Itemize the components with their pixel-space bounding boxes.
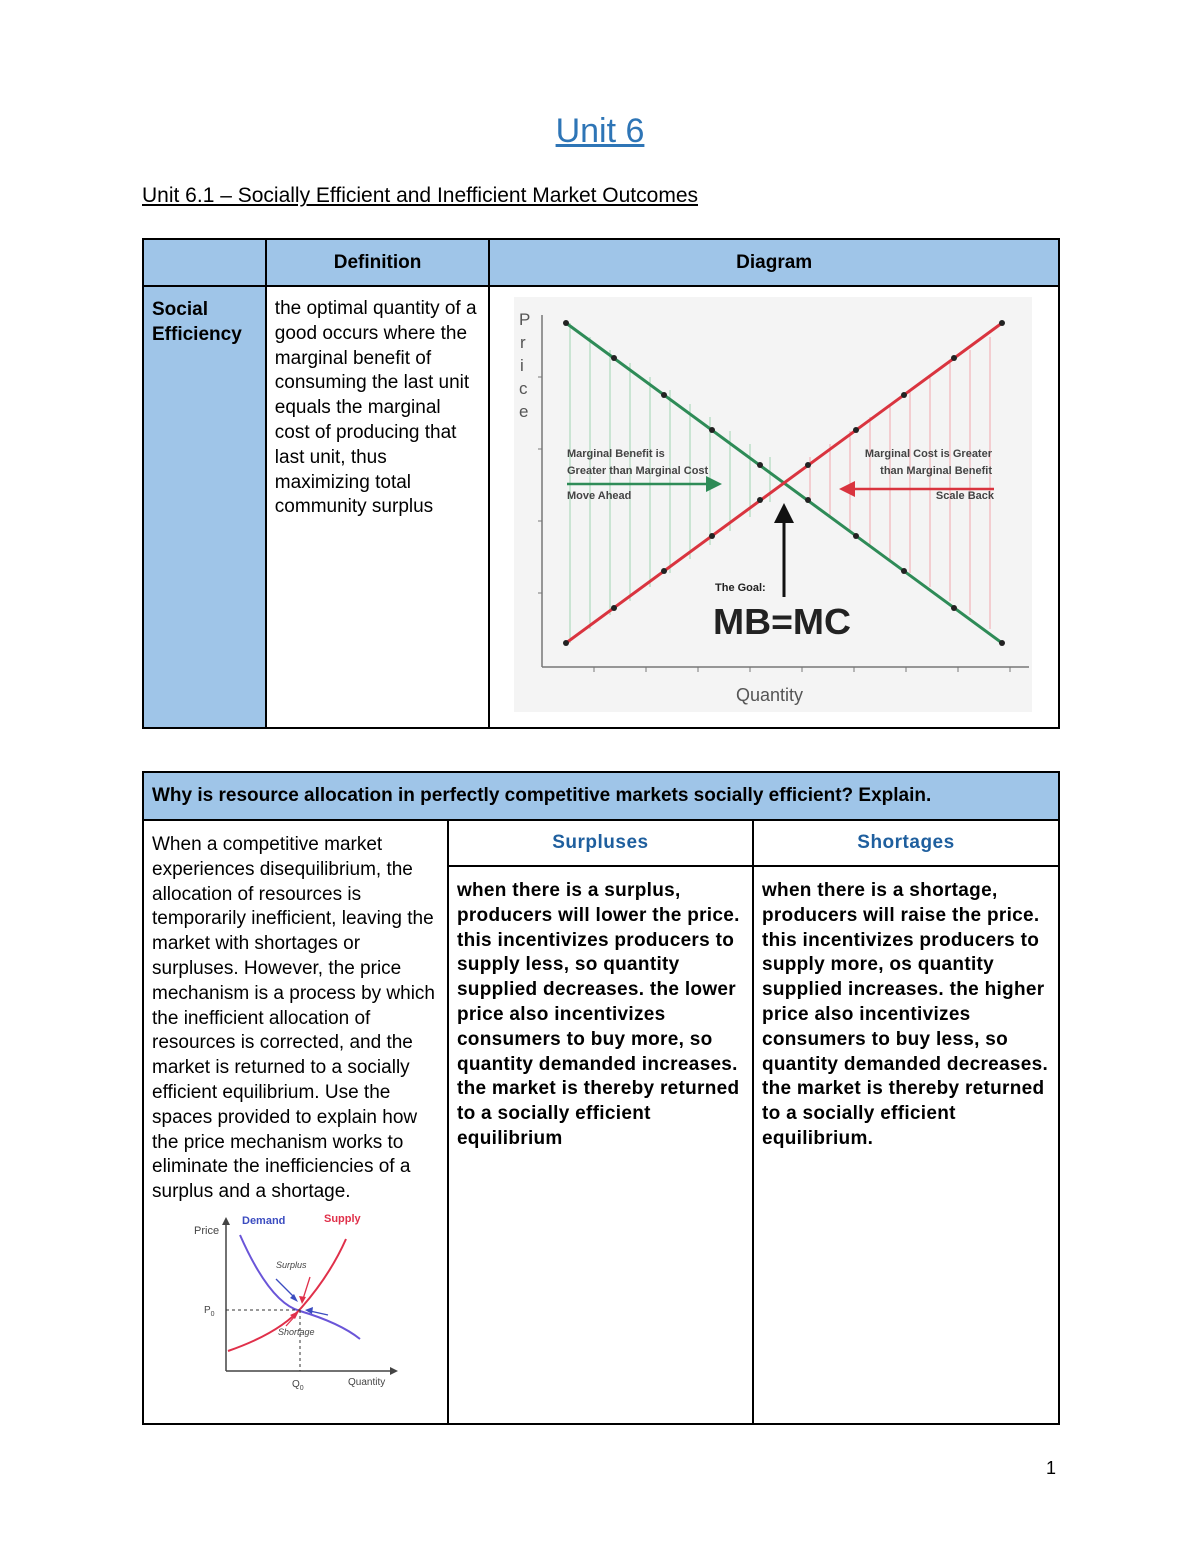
move-ahead-label: Move Ahead — [567, 490, 632, 502]
sd-supply-label: Supply — [324, 1212, 361, 1225]
shortage-answer: when there is a shortage, producers will raise the price. this incentivizes producers to supply more, os quantity supplied increases. the higher price also incentivizes consumers to buy less, so quantity demanded decreases. the market is thereby returned to a socially efficient equilibrium. — [753, 866, 1059, 1424]
left-note-line-2: Greater than Marginal Cost — [567, 465, 709, 477]
header-definition: Definition — [266, 239, 490, 286]
mb-mc-diagram — [514, 297, 1032, 712]
scale-back-label: Scale Back — [936, 490, 995, 502]
supply-demand-chart — [190, 1211, 430, 1391]
sd-demand-label: Demand — [242, 1214, 286, 1227]
goal-equation: MB=MC — [713, 601, 852, 642]
surplus-arrowhead-demand — [290, 1294, 298, 1302]
term-cell — [143, 286, 266, 728]
sd-surplus-label: Surplus — [276, 1259, 307, 1270]
price-mechanism-table — [142, 771, 1060, 1425]
header-diagram: Diagram — [489, 239, 1059, 286]
price-letter-4: c — [519, 379, 528, 398]
price-letter-1: P — [519, 310, 531, 329]
term-social-efficiency: Social Efficiency — [152, 299, 242, 345]
question-header: Why is resource allocation in perfectly competitive markets socially efficient? Explain. — [143, 772, 1059, 820]
page-title: Unit 6 — [555, 112, 645, 150]
goal-label: The Goal: — [715, 582, 767, 594]
diagram-cell — [489, 286, 1059, 728]
right-note-line-1: Marginal Cost is Greater — [865, 448, 993, 460]
sd-quantity-label: Quantity — [348, 1376, 386, 1388]
price-letter-3: i — [520, 356, 525, 375]
social-efficiency-table — [142, 238, 1060, 729]
sd-y-arrow — [222, 1217, 230, 1225]
shortages-header: Shortages — [753, 820, 1059, 866]
quantity-axis-label: Quantity — [736, 685, 804, 705]
price-letter-2: r — [520, 333, 526, 352]
intro-text: When a competitive market experiences disequilibrium, the allocation of resources is temporarily inefficient, leaving the market with shortages or surpluses. However, the price mechanism is a process by which the inefficient allocation of resources is corrected, and the market is returned to a socially efficient equilibrium. Use the spaces provided to explain how the price mechanism works to eliminate the inefficiencies of a surplus and a shortage. — [152, 834, 435, 1203]
sd-price-label: Price — [194, 1224, 220, 1237]
surpluses-header: Surpluses — [448, 820, 753, 866]
surplus-arrow-demand — [276, 1279, 294, 1297]
sd-p0-label: $P_0$ — [204, 1304, 215, 1318]
left-note-line-1: Marginal Benefit is — [567, 448, 666, 460]
sd-shortage-label: Shortage — [278, 1326, 315, 1337]
definition-cell — [266, 286, 490, 728]
sd-x-arrow — [390, 1367, 398, 1375]
header-blank — [143, 239, 266, 286]
surplus-answer: when there is a surplus, producers will lower the price. this incentivizes producers to supply less, so quantity supplied decreases. the lower price also incentivizes consumers to buy more, so quantity demanded increases. the market is thereby returned to a socially efficient equilibrium — [448, 866, 753, 1424]
surplus-arrow-supply — [303, 1277, 310, 1299]
page-number: 1 — [1046, 1458, 1057, 1478]
price-letter-5: e — [519, 402, 529, 421]
definition-text: the optimal quantity of a good occurs where the marginal benefit of consuming the last unit equals the marginal cost of producing that last unit, thus maximizing total community surplus — [274, 298, 477, 518]
right-note-line-2: than Marginal Benefit — [880, 465, 993, 477]
section-subtitle: Unit 6.1 – Socially Efficient and Inefficient Market Outcomes — [142, 184, 698, 207]
intro-cell — [143, 820, 448, 1424]
sd-q0-label: $Q_0$ — [292, 1378, 304, 1391]
